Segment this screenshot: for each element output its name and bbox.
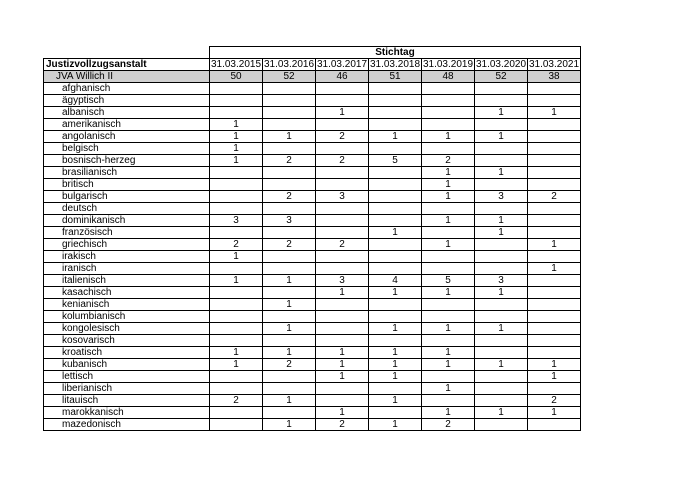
count-cell: [475, 395, 528, 407]
count-cell: [210, 323, 263, 335]
table-body: [44, 83, 581, 431]
count-cell: [263, 407, 316, 419]
count-cell: [369, 251, 422, 263]
count-cell: 1: [369, 359, 422, 371]
count-cell: 1: [528, 371, 581, 383]
nationality-label: brasilianisch: [44, 167, 210, 179]
count-cell: 1: [475, 287, 528, 299]
count-cell: [263, 371, 316, 383]
count-cell: 1: [475, 167, 528, 179]
count-cell: 1: [210, 143, 263, 155]
blank-corner: [44, 47, 210, 59]
count-cell: [263, 167, 316, 179]
count-cell: [528, 179, 581, 191]
count-cell: 2: [210, 239, 263, 251]
count-cell: [316, 83, 369, 95]
count-cell: 1: [369, 227, 422, 239]
count-cell: 1: [316, 371, 369, 383]
table-row: [44, 191, 581, 203]
count-cell: [422, 263, 475, 275]
count-cell: [210, 263, 263, 275]
count-cell: 1: [422, 287, 475, 299]
count-cell: [263, 263, 316, 275]
count-cell: 3: [475, 275, 528, 287]
nationality-label: bulgarisch: [44, 191, 210, 203]
count-cell: [263, 179, 316, 191]
count-cell: 1: [528, 407, 581, 419]
count-cell: [528, 131, 581, 143]
count-cell: [210, 335, 263, 347]
count-cell: 1: [475, 131, 528, 143]
count-cell: 2: [316, 419, 369, 431]
institution-row: [44, 71, 581, 83]
count-cell: 1: [369, 287, 422, 299]
nationality-label: griechisch: [44, 239, 210, 251]
count-cell: [422, 371, 475, 383]
count-cell: [369, 383, 422, 395]
table-row: [44, 347, 581, 359]
count-cell: [528, 95, 581, 107]
count-cell: [316, 119, 369, 131]
count-cell: 1: [210, 347, 263, 359]
nationality-label: kasachisch: [44, 287, 210, 299]
table-row: [44, 419, 581, 431]
institution-value: 48: [422, 71, 475, 83]
count-cell: 1: [263, 131, 316, 143]
count-cell: [475, 251, 528, 263]
count-cell: 1: [369, 395, 422, 407]
count-cell: 1: [316, 107, 369, 119]
count-cell: 1: [210, 131, 263, 143]
count-cell: [210, 167, 263, 179]
count-cell: [369, 215, 422, 227]
count-cell: [369, 239, 422, 251]
count-cell: 1: [422, 239, 475, 251]
count-cell: 2: [422, 419, 475, 431]
institution-name: JVA Willich II: [44, 71, 210, 83]
count-cell: 1: [316, 287, 369, 299]
count-cell: [475, 371, 528, 383]
count-cell: 4: [369, 275, 422, 287]
count-cell: [528, 155, 581, 167]
count-cell: 1: [263, 347, 316, 359]
table-row: [44, 155, 581, 167]
count-cell: [528, 287, 581, 299]
count-cell: [528, 227, 581, 239]
count-cell: 2: [263, 155, 316, 167]
table-row: [44, 119, 581, 131]
institution-value: 46: [316, 71, 369, 83]
count-cell: 1: [422, 167, 475, 179]
nationality-label: deutsch: [44, 203, 210, 215]
table-row: [44, 359, 581, 371]
date-header: 31.03.2019: [422, 59, 474, 70]
table-row: [44, 311, 581, 323]
count-cell: [263, 311, 316, 323]
count-cell: 5: [369, 155, 422, 167]
count-cell: [528, 383, 581, 395]
count-cell: [210, 407, 263, 419]
nationality-label: kroatisch: [44, 347, 210, 359]
count-cell: [528, 275, 581, 287]
count-cell: [422, 107, 475, 119]
count-cell: [528, 215, 581, 227]
count-cell: [210, 311, 263, 323]
nationality-label: lettisch: [44, 371, 210, 383]
nationality-label: marokkanisch: [44, 407, 210, 419]
count-cell: [475, 179, 528, 191]
count-cell: [210, 419, 263, 431]
table-row: [44, 83, 581, 95]
nationality-label: iranisch: [44, 263, 210, 275]
count-cell: [210, 287, 263, 299]
count-cell: [210, 95, 263, 107]
count-cell: [263, 251, 316, 263]
count-cell: [369, 107, 422, 119]
count-cell: [369, 95, 422, 107]
count-cell: 2: [316, 131, 369, 143]
date-header: 31.03.2018: [369, 59, 421, 70]
nationality-label: irakisch: [44, 251, 210, 263]
count-cell: [422, 299, 475, 311]
count-cell: [528, 119, 581, 131]
count-cell: [475, 155, 528, 167]
count-cell: [210, 203, 263, 215]
table-row: [44, 383, 581, 395]
count-cell: [210, 179, 263, 191]
count-cell: 1: [528, 239, 581, 251]
count-cell: 1: [263, 323, 316, 335]
count-cell: 1: [422, 347, 475, 359]
count-cell: [316, 299, 369, 311]
count-cell: 1: [422, 179, 475, 191]
institution-value: 51: [369, 71, 422, 83]
count-cell: [210, 383, 263, 395]
table-row: [44, 179, 581, 191]
count-cell: [528, 83, 581, 95]
count-cell: 1: [475, 323, 528, 335]
count-cell: [422, 95, 475, 107]
nationality-label: mazedonisch: [44, 419, 210, 431]
count-cell: 1: [263, 299, 316, 311]
count-cell: [475, 143, 528, 155]
count-cell: 2: [263, 359, 316, 371]
date-header: 31.03.2020: [475, 59, 527, 70]
count-cell: [316, 167, 369, 179]
count-cell: [528, 203, 581, 215]
count-cell: 1: [422, 215, 475, 227]
count-cell: 1: [210, 155, 263, 167]
count-cell: [369, 119, 422, 131]
count-cell: 2: [316, 155, 369, 167]
nationality-label: dominikanisch: [44, 215, 210, 227]
count-cell: [475, 383, 528, 395]
count-cell: 2: [422, 155, 475, 167]
count-cell: 1: [475, 107, 528, 119]
count-cell: 3: [316, 191, 369, 203]
count-cell: [263, 107, 316, 119]
count-cell: [369, 167, 422, 179]
nationality-label: albanisch: [44, 107, 210, 119]
count-cell: [422, 83, 475, 95]
count-cell: [528, 347, 581, 359]
count-cell: [316, 395, 369, 407]
count-cell: [369, 299, 422, 311]
institution-value: 52: [475, 71, 528, 83]
count-cell: 1: [475, 407, 528, 419]
count-cell: [475, 119, 528, 131]
count-cell: [316, 251, 369, 263]
count-cell: [263, 227, 316, 239]
count-cell: [369, 203, 422, 215]
nationality-label: bosnisch-herzeg: [44, 155, 210, 167]
count-cell: 1: [475, 227, 528, 239]
super-header-row: [44, 47, 581, 59]
count-cell: [263, 83, 316, 95]
nationality-label: belgisch: [44, 143, 210, 155]
count-cell: 1: [369, 347, 422, 359]
stichtag-header: Stichtag: [210, 47, 581, 59]
count-cell: [210, 191, 263, 203]
count-cell: [263, 95, 316, 107]
count-cell: 2: [528, 191, 581, 203]
count-cell: [422, 227, 475, 239]
count-cell: [475, 299, 528, 311]
nationality-label: kenianisch: [44, 299, 210, 311]
count-cell: [263, 383, 316, 395]
count-cell: [316, 215, 369, 227]
count-cell: [210, 83, 263, 95]
row-header-label: Justizvollzugsanstalt: [44, 59, 210, 71]
count-cell: [316, 263, 369, 275]
count-cell: [316, 95, 369, 107]
count-cell: [422, 251, 475, 263]
count-cell: [210, 371, 263, 383]
count-cell: 1: [316, 407, 369, 419]
table-row: [44, 167, 581, 179]
count-cell: [475, 83, 528, 95]
count-cell: 1: [528, 263, 581, 275]
table-row: [44, 263, 581, 275]
table-row: [44, 107, 581, 119]
table-row: [44, 407, 581, 419]
count-cell: [369, 407, 422, 419]
count-cell: 1: [316, 347, 369, 359]
nationality-label: kolumbianisch: [44, 311, 210, 323]
count-cell: [369, 83, 422, 95]
count-cell: 1: [210, 119, 263, 131]
count-cell: [528, 167, 581, 179]
nationality-label: kosovarisch: [44, 335, 210, 347]
institution-value: 50: [210, 71, 263, 83]
count-cell: 1: [422, 407, 475, 419]
table-row: [44, 299, 581, 311]
table-row: [44, 227, 581, 239]
count-cell: [369, 335, 422, 347]
table-row: [44, 323, 581, 335]
table-row: [44, 215, 581, 227]
count-cell: 3: [263, 215, 316, 227]
count-cell: [528, 323, 581, 335]
count-cell: [528, 335, 581, 347]
table-row: [44, 203, 581, 215]
count-cell: [475, 347, 528, 359]
count-cell: [475, 203, 528, 215]
count-cell: 1: [422, 191, 475, 203]
count-cell: [316, 323, 369, 335]
nationality-label: französisch: [44, 227, 210, 239]
count-cell: [316, 311, 369, 323]
nationality-label: italienisch: [44, 275, 210, 287]
count-cell: 1: [422, 359, 475, 371]
count-cell: [369, 143, 422, 155]
count-cell: [210, 299, 263, 311]
count-cell: [369, 179, 422, 191]
table-row: [44, 287, 581, 299]
date-header: 31.03.2017: [316, 59, 368, 70]
count-cell: 1: [316, 359, 369, 371]
count-cell: [475, 263, 528, 275]
count-cell: 3: [210, 215, 263, 227]
count-cell: 2: [316, 239, 369, 251]
count-cell: 3: [316, 275, 369, 287]
count-cell: 1: [528, 359, 581, 371]
count-cell: 1: [475, 359, 528, 371]
nationality-label: ägyptisch: [44, 95, 210, 107]
count-cell: [210, 107, 263, 119]
table-row: [44, 371, 581, 383]
count-cell: [528, 251, 581, 263]
count-cell: [422, 119, 475, 131]
count-cell: [263, 119, 316, 131]
institution-value: 52: [263, 71, 316, 83]
table-row: [44, 395, 581, 407]
count-cell: [316, 383, 369, 395]
count-cell: [475, 311, 528, 323]
count-cell: 1: [369, 323, 422, 335]
count-cell: [369, 191, 422, 203]
count-cell: [422, 143, 475, 155]
count-cell: [369, 263, 422, 275]
count-cell: 1: [422, 131, 475, 143]
count-cell: [263, 143, 316, 155]
date-header: 31.03.2015: [210, 59, 262, 70]
count-cell: [316, 179, 369, 191]
count-cell: 1: [369, 419, 422, 431]
date-header-row: [44, 59, 581, 71]
count-cell: [369, 311, 422, 323]
count-cell: 1: [369, 131, 422, 143]
table-row: [44, 275, 581, 287]
count-cell: [528, 143, 581, 155]
nationality-label: angolanisch: [44, 131, 210, 143]
date-header: 31.03.2016: [263, 59, 315, 70]
count-cell: [316, 335, 369, 347]
nationality-label: kubanisch: [44, 359, 210, 371]
count-cell: [422, 395, 475, 407]
count-cell: [316, 203, 369, 215]
count-cell: [263, 203, 316, 215]
count-cell: 1: [475, 215, 528, 227]
count-cell: 1: [422, 323, 475, 335]
count-cell: [210, 227, 263, 239]
date-header: 31.03.2021: [528, 59, 580, 70]
table-row: [44, 239, 581, 251]
table-row: [44, 131, 581, 143]
count-cell: 1: [210, 275, 263, 287]
count-cell: [422, 311, 475, 323]
nationality-table: [43, 46, 581, 431]
nationality-label: liberianisch: [44, 383, 210, 395]
count-cell: [422, 335, 475, 347]
nationality-label: amerikanisch: [44, 119, 210, 131]
table-row: [44, 95, 581, 107]
count-cell: 2: [263, 239, 316, 251]
count-cell: 1: [263, 275, 316, 287]
count-cell: [475, 335, 528, 347]
count-cell: 1: [210, 359, 263, 371]
count-cell: [263, 335, 316, 347]
count-cell: [263, 287, 316, 299]
count-cell: 1: [422, 383, 475, 395]
table-row: [44, 251, 581, 263]
count-cell: [528, 299, 581, 311]
count-cell: 2: [263, 191, 316, 203]
count-cell: 2: [210, 395, 263, 407]
nationality-label: britisch: [44, 179, 210, 191]
nationality-label: kongolesisch: [44, 323, 210, 335]
nationality-label: afghanisch: [44, 83, 210, 95]
count-cell: 1: [528, 107, 581, 119]
count-cell: [528, 311, 581, 323]
count-cell: 5: [422, 275, 475, 287]
table-row: [44, 143, 581, 155]
count-cell: 1: [263, 419, 316, 431]
count-cell: [475, 95, 528, 107]
count-cell: 2: [528, 395, 581, 407]
count-cell: [475, 239, 528, 251]
count-cell: 1: [369, 371, 422, 383]
count-cell: 3: [475, 191, 528, 203]
nationality-label: litauisch: [44, 395, 210, 407]
table-row: [44, 335, 581, 347]
count-cell: [528, 419, 581, 431]
institution-value: 38: [528, 71, 581, 83]
count-cell: 1: [263, 395, 316, 407]
count-cell: [316, 227, 369, 239]
count-cell: [316, 143, 369, 155]
count-cell: 1: [210, 251, 263, 263]
count-cell: [475, 419, 528, 431]
count-cell: [422, 203, 475, 215]
